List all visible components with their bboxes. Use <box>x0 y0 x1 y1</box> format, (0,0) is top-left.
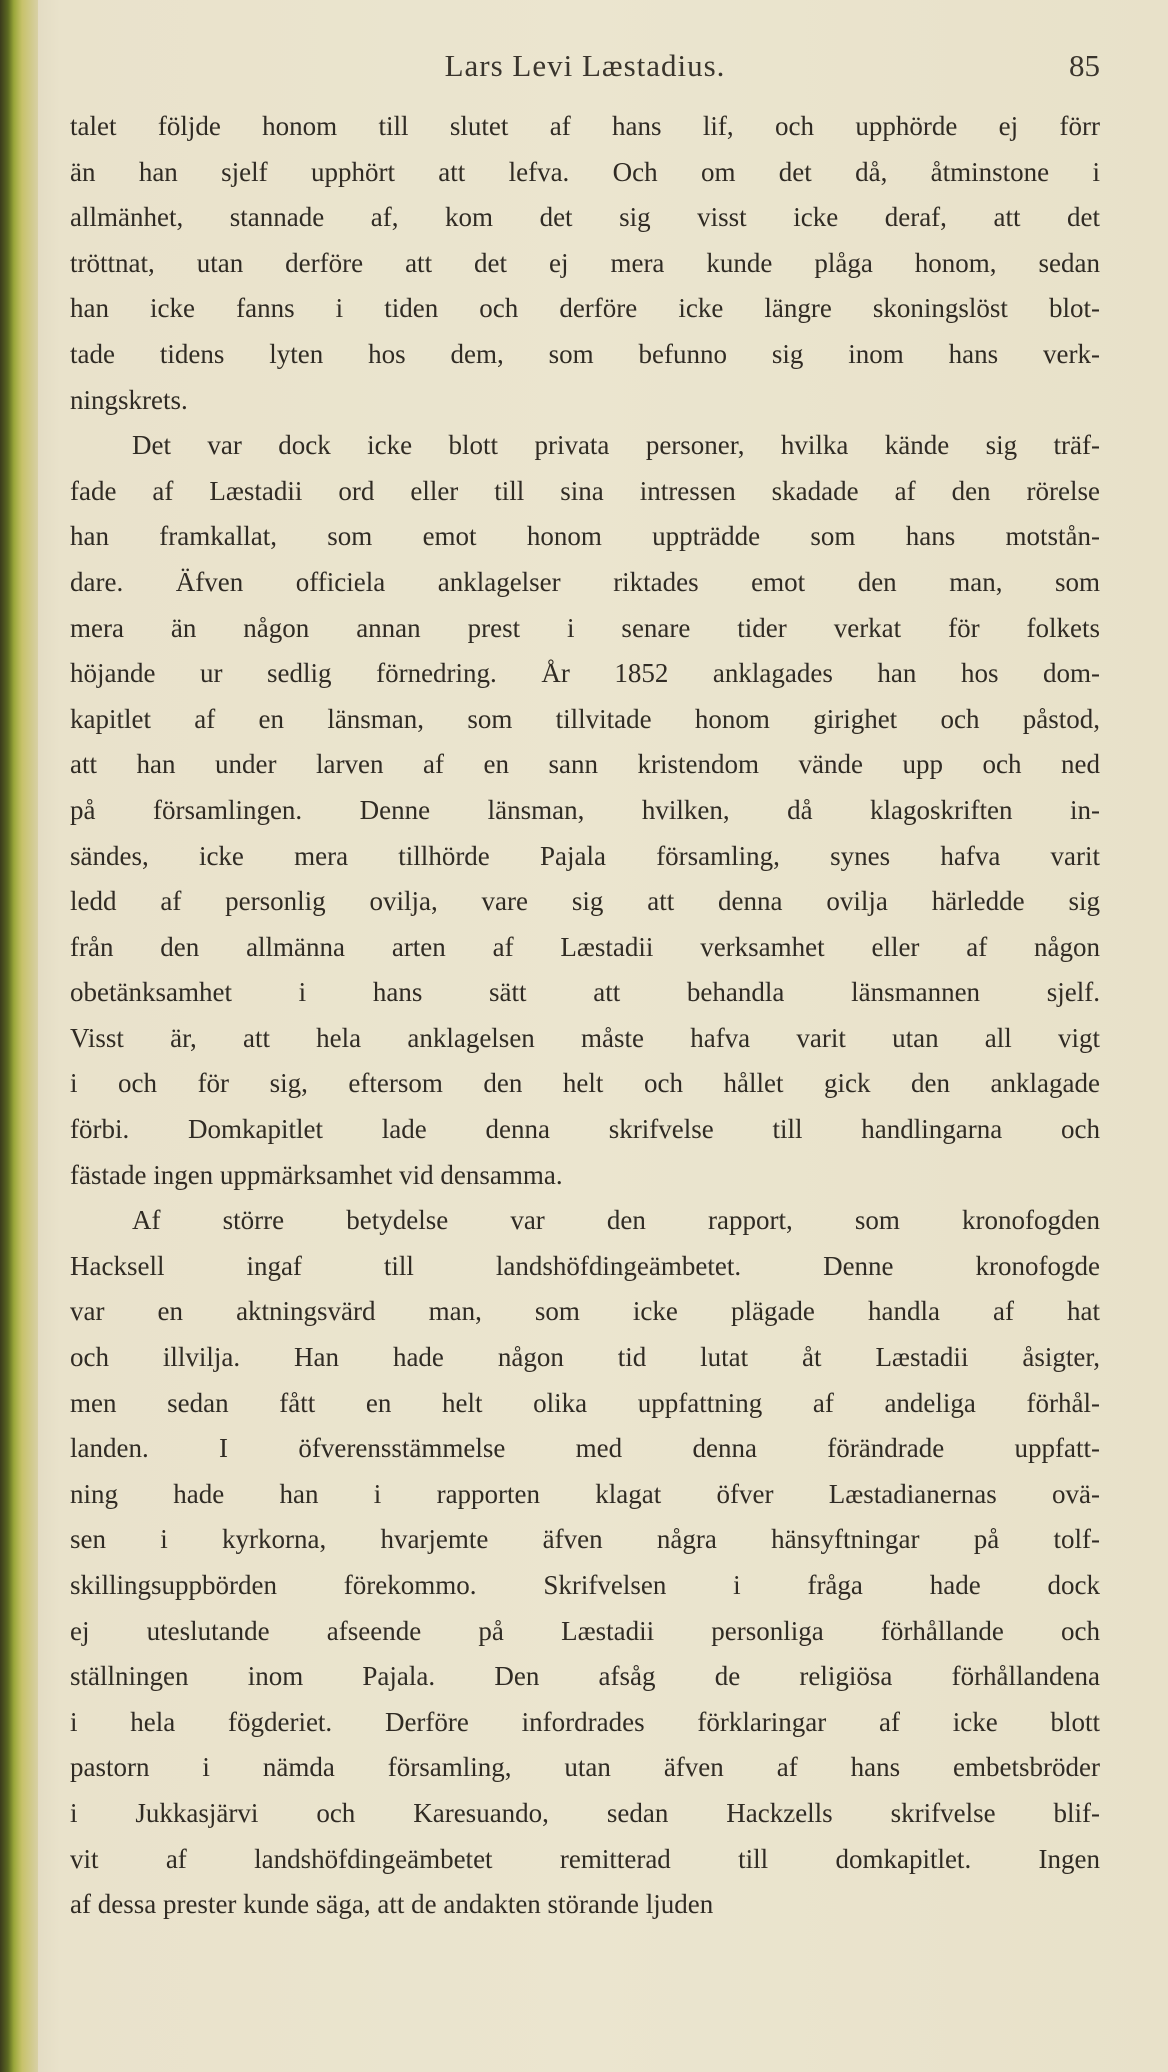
running-title: Lars Levi Læstadius. <box>444 48 726 83</box>
text-line: talet följde honom till slutet af hans lif, och upphörde ej förr <box>70 111 1100 141</box>
text-line: var en aktningsvärd man, som icke plägade handla af hat <box>70 1296 1100 1327</box>
text-line: ej uteslutande afseende på Læstadii personliga förhållande och <box>70 1615 1100 1646</box>
text-line: skillingsuppbörden förekommo. Skrifvelsen i fråga hade dock <box>70 1570 1100 1600</box>
text-line: i hela fögderiet. Derföre infordrades förklaringar af icke blott <box>70 1706 1100 1737</box>
text-line: och illvilja. Han hade någon tid lutat åt Læstadii åsigter, <box>70 1342 1100 1373</box>
text-line: Det var dock icke blott privata personer, hvilka kände sig träf- <box>132 430 1100 461</box>
text-line: tade tidens lyten hos dem, som befunno sig inom hans verk- <box>70 338 1100 369</box>
book-spine-edge <box>0 0 38 2072</box>
body-text <box>70 104 1100 1928</box>
page-number: 85 <box>1069 48 1100 83</box>
text-line: kapitlet af en länsman, som tillvitade honom girighet och påstod, <box>70 703 1100 734</box>
text-line: mera än någon annan prest i senare tider verkat för folkets <box>70 612 1100 643</box>
text-line: pastorn i nämda församling, utan äfven af hans embetsbröder <box>70 1752 1100 1783</box>
text-line: fade af Læstadii ord eller till sina intressen skadade af den rörelse <box>70 475 1100 506</box>
text-line: dare. Äfven officiela anklagelser riktades emot den man, som <box>70 566 1100 597</box>
text-line: att han under larven af en sann kristendom vände upp och ned <box>70 749 1100 780</box>
text-line: än han sjelf upphört att lefva. Och om det då, åtminstone i <box>70 156 1100 187</box>
text-line: Af större betydelse var den rapport, som kronofogden <box>132 1205 1100 1236</box>
text-line: allmänhet, stannade af, kom det sig visst icke deraf, att det <box>70 202 1100 233</box>
text-line: ning hade han i rapporten klagat öfver Læstadianernas ovä- <box>70 1478 1100 1509</box>
text-line: Hacksell ingaf till landshöfdingeämbetet. Denne kronofogde <box>70 1250 1100 1281</box>
text-line: landen. I öfverensstämmelse med denna förändrade uppfatt- <box>70 1433 1100 1464</box>
text-line: men sedan fått en helt olika uppfattning af andeliga förhål- <box>70 1387 1100 1418</box>
text-line: han framkallat, som emot honom uppträdde som hans motstån- <box>70 521 1100 552</box>
text-line: på församlingen. Denne länsman, hvilken, då klagoskriften in- <box>70 794 1100 825</box>
text-line: af dessa prester kunde säga, att de andakten störande ljuden <box>70 1889 714 1920</box>
text-line: obetänksamhet i hans sätt att behandla länsmannen sjelf. <box>70 977 1100 1008</box>
text-line: ställningen inom Pajala. Den afsåg de religiösa förhållandena <box>70 1661 1100 1692</box>
text-line: vit af landshöfdingeämbetet remitterad till domkapitlet. Ingen <box>70 1843 1100 1874</box>
text-line: han icke fanns i tiden och derföre icke längre skoningslöst blot- <box>70 293 1100 324</box>
text-line: tröttnat, utan derföre att det ej mera kunde plåga honom, sedan <box>70 247 1100 278</box>
text-line: förbi. Domkapitlet lade denna skrifvelse till handlingarna och <box>70 1114 1100 1145</box>
text-line: Visst är, att hela anklagelsen måste hafva varit utan all vigt <box>70 1022 1100 1053</box>
text-line: höjande ur sedlig förnedring. År 1852 anklagades han hos dom- <box>70 658 1100 689</box>
text-line: i Jukkasjärvi och Karesuando, sedan Hackzells skrifvelse blif- <box>70 1797 1100 1828</box>
text-line: i och för sig, eftersom den helt och hållet gick den anklagade <box>70 1068 1100 1099</box>
text-line: ledd af personlig ovilja, vare sig att denna ovilja härledde sig <box>70 886 1100 917</box>
text-line: ningskrets. <box>70 384 188 415</box>
text-line: sändes, icke mera tillhörde Pajala församling, synes hafva varit <box>70 840 1100 871</box>
text-line: sen i kyrkorna, hvarjemte äfven några hänsyftningar på tolf- <box>70 1524 1100 1555</box>
page-header <box>70 48 1100 88</box>
text-line: fästade ingen uppmärksamhet vid densamma. <box>70 1159 563 1190</box>
text-line: från den allmänna arten af Læstadii verksamhet eller af någon <box>70 931 1100 962</box>
